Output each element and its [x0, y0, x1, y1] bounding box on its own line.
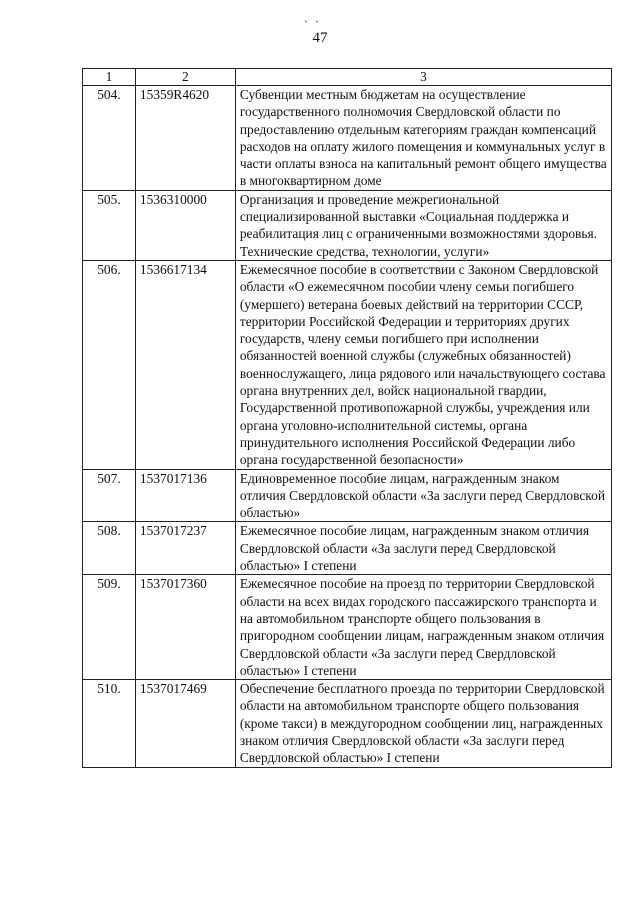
row-number: 505. [83, 190, 136, 260]
table-header-row [83, 69, 612, 86]
table-row [83, 522, 612, 575]
scan-marks: ` ` [304, 18, 321, 32]
row-number: 504. [83, 86, 136, 191]
row-description: Субвенции местным бюджетам на осуществление государственного полномочия Свердловской области по предоставлению отдельным категориям граждан компенсаций расходов на оплату жилого помещения и коммунальных услуг в части оплаты взноса на капитальный ремонт общего имущества в многоквартирном доме [235, 86, 611, 191]
row-number: 509. [83, 575, 136, 680]
table-row [83, 260, 612, 469]
column-header-number: 1 [83, 69, 136, 86]
row-description: Ежемесячное пособие лицам, награжденным знаком отличия Свердловской области «За заслуги перед Свердловской областью» I степени [235, 522, 611, 575]
row-number: 507. [83, 469, 136, 522]
table-row [83, 86, 612, 191]
table-row [83, 469, 612, 522]
row-description: Единовременное пособие лицам, награжденным знаком отличия Свердловской области «За заслуги перед Свердловской областью» [235, 469, 611, 522]
row-number: 506. [83, 260, 136, 469]
row-code: 1537017469 [135, 680, 235, 767]
table-row [83, 680, 612, 767]
page-number: 47 [312, 30, 328, 46]
row-code: 1537017237 [135, 522, 235, 575]
row-code: 1536310000 [135, 190, 235, 260]
table-row [83, 575, 612, 680]
table-row [83, 190, 612, 260]
budget-table [82, 68, 612, 768]
row-description: Ежемесячное пособие в соответствии с Законом Свердловской области «О ежемесячном пособии члену семьи погибшего (умершего) ветерана боевых действий на территории СССР, территории Российской Федерации и территориях других государств, члену семьи погибшего при исполнении обязанностей военной службы (служебных обязанностей) военнослужащего, лица рядового или начальствующего состава органа внутренних дел, войск национальной гвардии, Государственной противопожарной службы, учреждения или органа уголовно-исполнительной системы, органа принудительного исполнения Российской Федерации либо органа государственной безопасности» [235, 260, 611, 469]
row-description: Обеспечение бесплатного проезда по территории Свердловской области на автомобильном транспорте общего пользования (кроме такси) в междугородном сообщении лиц, награжденных знаком отличия Свердловской области «За заслуги перед Свердловской областью» I степени [235, 680, 611, 767]
row-code: 15359R4620 [135, 86, 235, 191]
row-code: 1537017136 [135, 469, 235, 522]
row-number: 510. [83, 680, 136, 767]
row-description: Ежемесячное пособие на проезд по территории Свердловской области на всех видах городского пассажирского транспорта и на автомобильном транспорте общего пользования в пригородном сообщении лицам, награжденным знаком отличия Свердловской области «За заслуги перед Свердловской областью» I степени [235, 575, 611, 680]
row-code: 1537017360 [135, 575, 235, 680]
row-code: 1536617134 [135, 260, 235, 469]
column-header-code: 2 [135, 69, 235, 86]
row-description: Организация и проведение межрегиональной специализированной выставки «Социальная поддержка и реабилитация лиц с ограниченными возможностями здоровья. Технические средства, технологии, услуги» [235, 190, 611, 260]
row-number: 508. [83, 522, 136, 575]
column-header-description: 3 [235, 69, 611, 86]
